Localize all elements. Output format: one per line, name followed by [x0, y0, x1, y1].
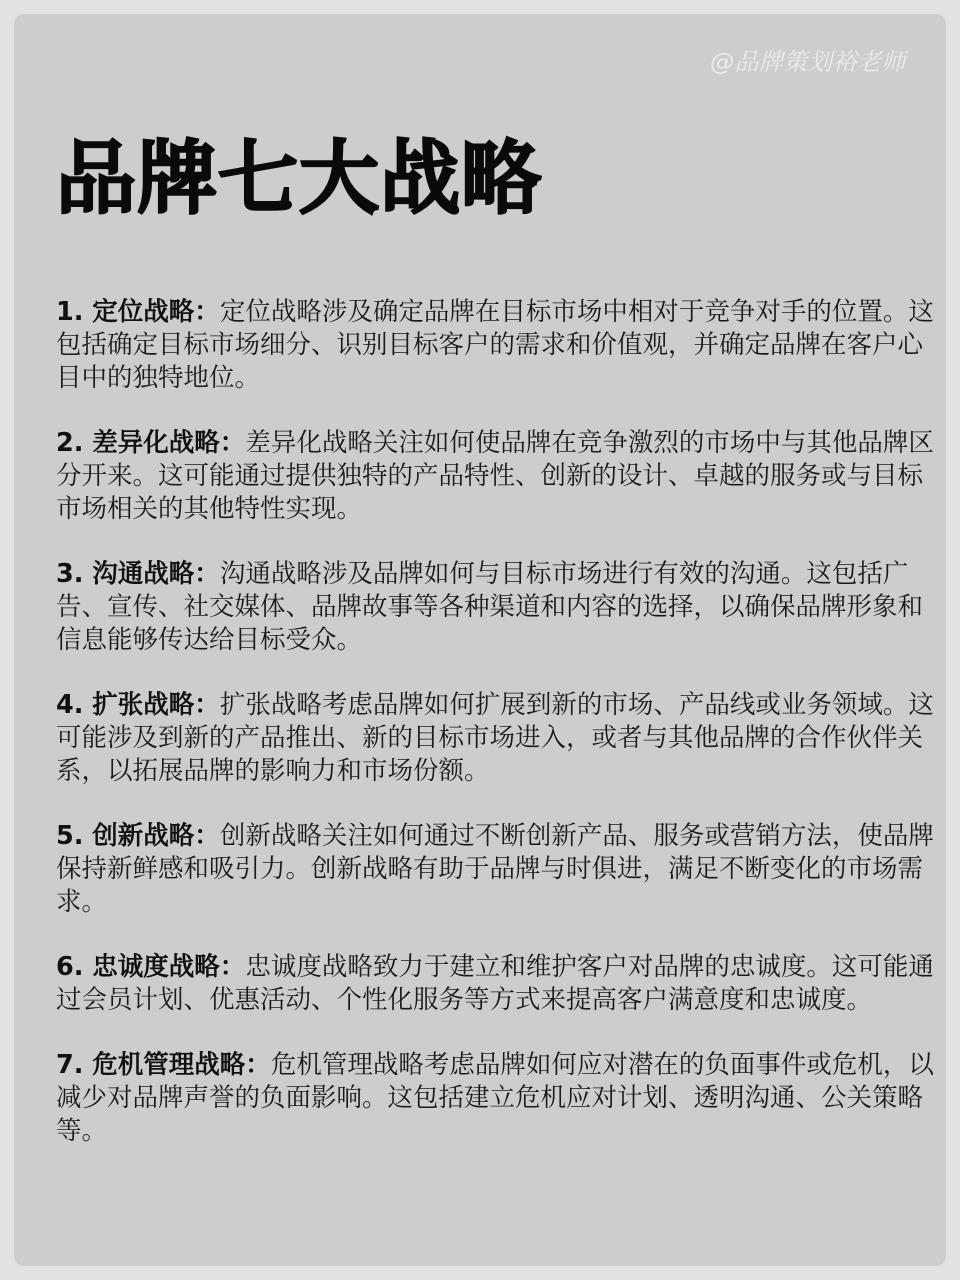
strategy-description: 定位战略涉及确定品牌在目标市场中相对于竞争对手的位置。这包括确定目标市场细分、识别目标客户的需求和价值观，并确定品牌在客户心目中的独特地位。 [56, 297, 934, 393]
page-title: 品牌七大战略 [56, 132, 542, 225]
strategy-description: 差异化战略关注如何使品牌在竞争激烈的市场中与其他品牌区分开来。这可能通过提供独特的产品特性、创新的设计、卓越的服务或与目标市场相关的其他特性实现。 [56, 428, 934, 524]
strategy-item-expansion [56, 689, 946, 788]
strategy-item-loyalty [56, 951, 946, 1017]
strategy-label: 5. 创新战略： [56, 821, 220, 851]
strategy-description: 忠诚度战略致力于建立和维护客户对品牌的忠诚度。这可能通过会员计划、优惠活动、个性化服务等方式来提高客户满意度和忠诚度。 [56, 952, 934, 1015]
content-card [14, 14, 946, 1266]
strategy-item-positioning [56, 296, 946, 395]
strategy-label: 7. 危机管理战略： [56, 1050, 271, 1080]
strategy-description: 创新战略关注如何通过不断创新产品、服务或营销方法，使品牌保持新鲜感和吸引力。创新战略有助于品牌与时俱进，满足不断变化的市场需求。 [56, 821, 934, 917]
strategy-label: 4. 扩张战略： [56, 690, 220, 720]
strategy-list [56, 296, 946, 1180]
strategy-label: 3. 沟通战略： [56, 559, 220, 589]
strategy-label: 6. 忠诚度战略： [56, 952, 246, 982]
strategy-description: 扩张战略考虑品牌如何扩展到新的市场、产品线或业务领域。这可能涉及到新的产品推出、新的目标市场进入，或者与其他品牌的合作伙伴关系，以拓展品牌的影响力和市场份额。 [56, 690, 934, 786]
strategy-item-innovation [56, 820, 946, 919]
strategy-item-crisis-management [56, 1049, 946, 1148]
strategy-description: 危机管理战略考虑品牌如何应对潜在的负面事件或危机，以减少对品牌声誉的负面影响。这包括建立危机应对计划、透明沟通、公关策略等。 [56, 1050, 934, 1146]
strategy-description: 沟通战略涉及品牌如何与目标市场进行有效的沟通。这包括广告、宣传、社交媒体、品牌故事等各种渠道和内容的选择，以确保品牌形象和信息能够传达给目标受众。 [56, 559, 924, 655]
strategy-item-communication [56, 558, 946, 657]
strategy-label: 2. 差异化战略： [56, 428, 246, 458]
strategy-item-differentiation [56, 427, 946, 526]
watermark: @品牌策划裕老师 [710, 48, 906, 76]
strategy-label: 1. 定位战略： [56, 297, 220, 327]
